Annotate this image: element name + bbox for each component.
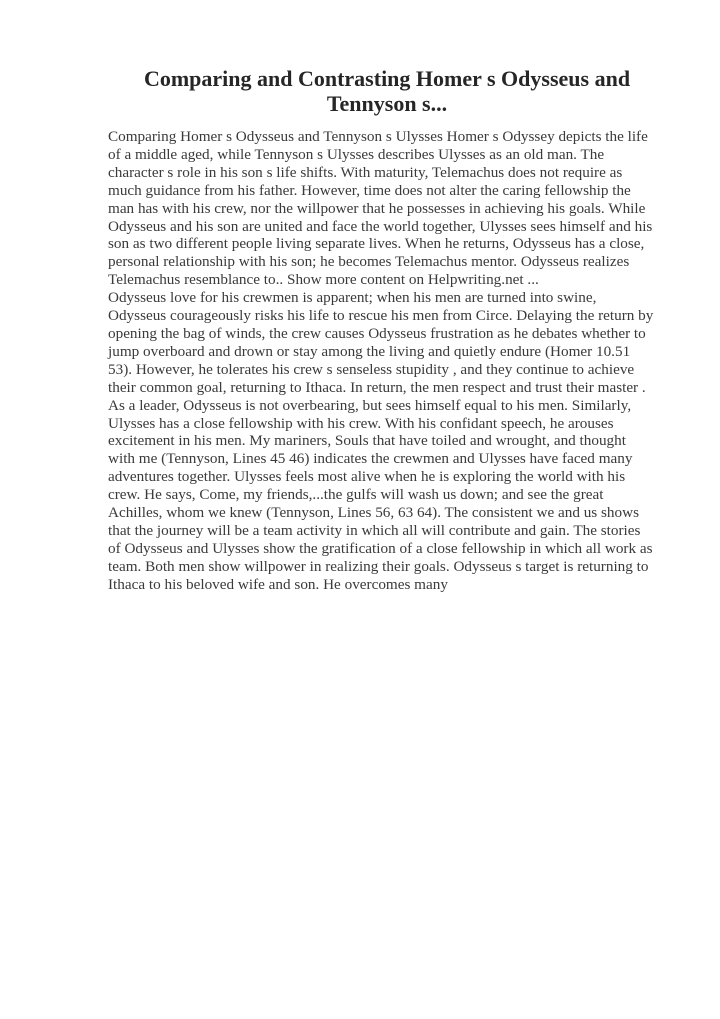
document-title: Comparing and Contrasting Homer s Odysseus and Tennyson s...	[143, 66, 631, 116]
paragraph-2: Odysseus love for his crewmen is apparent; when his men are turned into swine, Odysseus courageously risks his life to rescue his men from Circe. Delaying the return by opening the bag of winds, the crew causes Odysseus frustration as he debates whether to jump overboard and drown or stay among the living and quietly endure (Homer 10.51 53). However, he tolerates his crew s senseless stupidity , and they continue to achieve their common goal, returning to Ithaca. In return, the men respect and trust their master . As a leader, Odysseus is not overbearing, but sees himself equal to his men. Similarly, Ulysses has a close fellowship with his crew. With his confidant speech, he arouses excitement in his men. My mariners, Souls that have toiled and wrought, and thought with me (Tennyson, Lines 45 46) indicates the crewmen and Ulysses have faced many adventures together. Ulysses feels most alive when he is exploring the world with his crew. He says, Come, my friends,...the gulfs will wash us down; and see the great Achilles, whom we knew (Tennyson, Lines 56, 63 64). The consistent we and us shows that the journey will be a team activity in which all will contribute and gain. The stories of Odysseus and Ulysses show the gratification of a close fellowship in which all work as team. Both men show willpower in realizing their goals. Odysseus s target is returning to Ithaca to his beloved wife and son. He overcomes many	[108, 289, 654, 593]
document-body	[108, 128, 656, 594]
paragraph-1: Comparing Homer s Odysseus and Tennyson s Ulysses Homer s Odyssey depicts the life of a middle aged, while Tennyson s Ulysses describes Ulysses as an old man. The character s role in his son s life shifts. With maturity, Telemachus does not require as much guidance from his father. However, time does not alter the caring fellowship the man has with his crew, nor the willpower that he possesses in achieving his goals. While Odysseus and his son are united and face the world together, Ulysses sees himself and his son as two different people living separate lives. When he returns, Odysseus has a close, personal relationship with his son; he becomes Telemachus mentor. Odysseus realizes Telemachus resemblance to.. Show more content on Helpwriting.net ...	[108, 128, 653, 289]
